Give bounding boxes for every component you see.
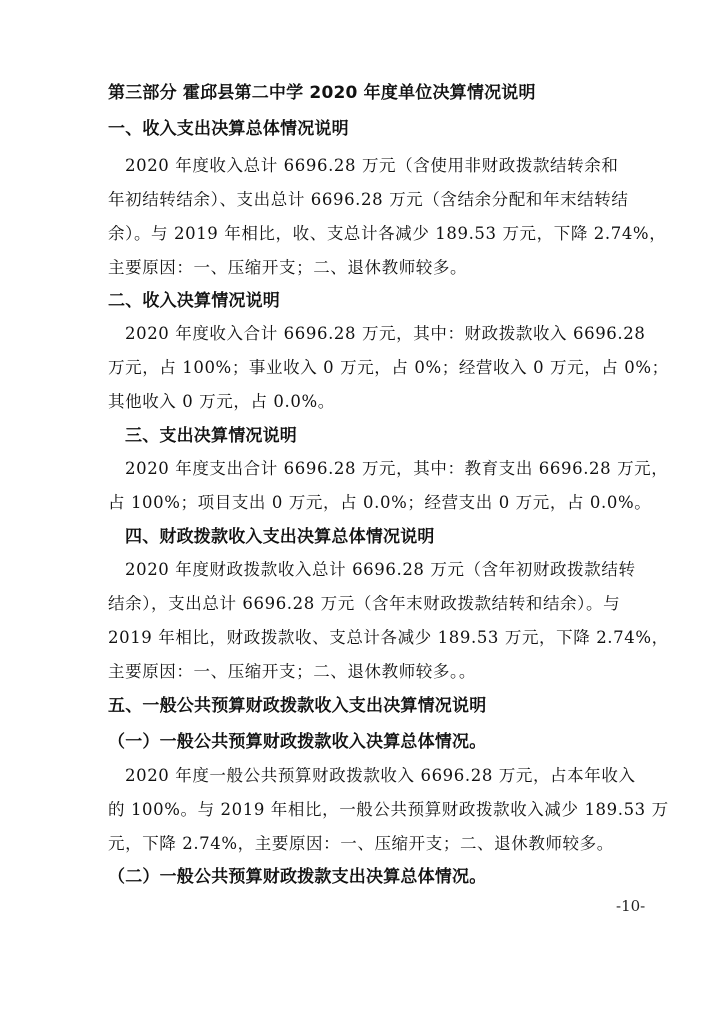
section-4-line: 2019 年相比，财政拨款收、支总计各减少 189.53 万元，下降 2.74%， [108, 628, 669, 647]
section-3-line: 占 100%；项目支出 0 万元，占 0.0%；经营支出 0 万元，占 0.0%。 [108, 493, 652, 512]
section-5-sub-1-line: 2020 年度一般公共预算财政拨款收入 6696.28 万元，占本年收入 [125, 766, 636, 785]
section-4-line: 结余），支出总计 6696.28 万元（含年末财政拨款结转和结余）。与 [108, 594, 621, 613]
section-5-sub-1-line: 的 100%。与 2019 年相比，一般公共预算财政拨款收入减少 189.53 万 [108, 800, 669, 819]
section-1-heading: 一、收入支出决算总体情况说明 [108, 119, 349, 139]
section-4-line: 主要原因：一、压缩开支；二、退休教师较多。。 [108, 662, 476, 681]
section-2-line: 其他收入 0 万元，占 0.0%。 [108, 392, 335, 411]
section-5-sub-2-heading: （二）一般公共预算财政拨款支出决算总体情况。 [108, 867, 487, 887]
section-3-heading: 三、支出决算情况说明 [125, 426, 297, 446]
section-2-line: 万元，占 100%；事业收入 0 万元，占 0%；经营收入 0 万元，占 0%； [108, 358, 669, 377]
page-number: -10- [616, 897, 646, 915]
section-5-heading: 五、一般公共预算财政拨款收入支出决算情况说明 [108, 696, 487, 716]
section-2-heading: 二、收入决算情况说明 [108, 291, 280, 311]
section-1-line: 余）。与 2019 年相比，收、支总计各减少 189.53 万元，下降 2.74%， [108, 224, 667, 243]
section-5-sub-1-line: 元，下降 2.74%，主要原因：一、压缩开支；二、退休教师较多。 [108, 834, 614, 853]
section-4-line: 2020 年度财政拨款收入总计 6696.28 万元（含年初财政拨款结转 [125, 560, 636, 579]
part-title: 第三部分 霍邱县第二中学 2020 年度单位决算情况说明 [108, 83, 536, 103]
section-2-line: 2020 年度收入合计 6696.28 万元，其中：财政拨款收入 6696.28 [125, 324, 646, 343]
section-1-line: 年初结转结余）、支出总计 6696.28 万元（含结余分配和年末结转结 [108, 190, 629, 209]
section-1-line: 主要原因：一、压缩开支；二、退休教师较多。 [108, 258, 468, 277]
section-1-line: 2020 年度收入总计 6696.28 万元（含使用非财政拨款结转余和 [125, 156, 619, 175]
section-5-sub-1-heading: （一）一般公共预算财政拨款收入决算总体情况。 [108, 732, 487, 752]
section-4-heading: 四、财政拨款收入支出决算总体情况说明 [125, 527, 435, 547]
section-3-line: 2020 年度支出合计 6696.28 万元，其中：教育支出 6696.28 万元， [125, 459, 669, 478]
